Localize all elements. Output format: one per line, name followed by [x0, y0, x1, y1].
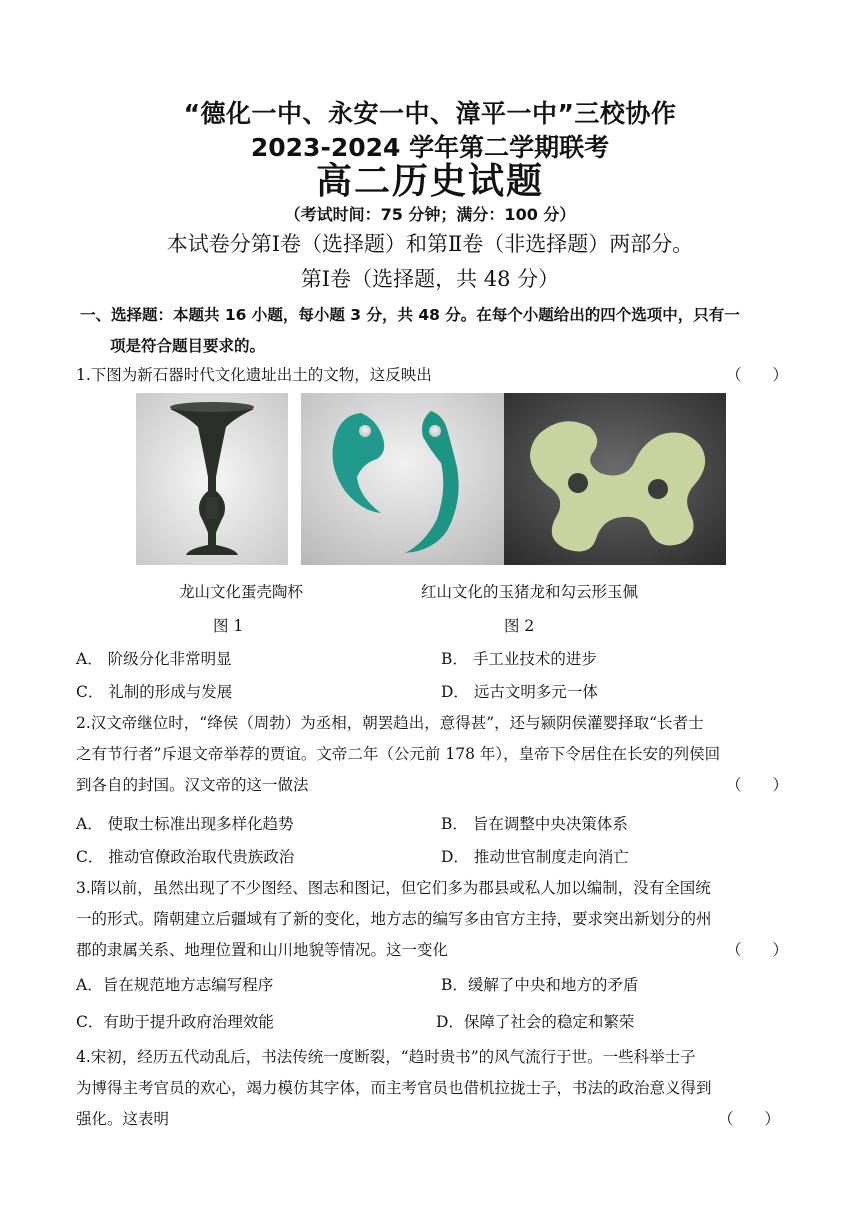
answer-paren: （ ） — [725, 941, 788, 959]
answer-paren: （ ） — [725, 366, 788, 384]
q4-line-1: 4.宋初，经历五代动乱后，书法传统一度断裂，“趋时贵书”的风气流行于世。一些科举士子 — [76, 1048, 696, 1066]
caption-2: 红山文化的玉猪龙和勾云形玉佩 — [421, 583, 639, 601]
q4-line-3: 强化。这表明 — [76, 1110, 170, 1128]
q2-option-b: B． 旨在调整中央决策体系 — [441, 815, 628, 833]
q4-line-3-row — [76, 1104, 780, 1135]
q2-option-c: C． 推动官僚政治取代贵族政治 — [76, 848, 295, 866]
q4-line-2: 为博得主考官员的欢心，竭力模仿其字体，而主考官员也借机拉拢士子，书法的政治意义得到 — [76, 1079, 712, 1097]
q1-option-d: D． 远古文明多元一体 — [441, 683, 598, 701]
q3-line-2: 一的形式。隋朝建立后疆域有了新的变化，地方志的编写多由官方主持，要求突出新划分的州 — [76, 910, 712, 928]
q1-option-b: B． 手工业技术的进步 — [441, 650, 597, 668]
longshan-cup-photo — [136, 393, 288, 565]
term-header: 2023-2024 学年第二学期联考 — [250, 133, 610, 162]
q3-line-1: 3.隋以前，虽然出现了不少图经、图志和图记，但它们多为郡县或私人加以编制，没有全国统 — [76, 879, 711, 897]
q3-option-a: A．旨在规范地方志编写程序 — [76, 976, 274, 994]
jade-pendant-photo — [504, 393, 726, 565]
q2-option-d: D． 推动世官制度走向消亡 — [441, 848, 629, 866]
q1-option-a: A． 阶级分化非常明显 — [76, 650, 232, 668]
question-4 — [76, 1042, 780, 1135]
q2-line-3-row — [76, 770, 788, 801]
section-line-2: 项是符合题目要求的。 — [110, 337, 266, 355]
artifact-photos — [136, 393, 726, 565]
question-3 — [76, 873, 788, 966]
section-instructions — [80, 300, 792, 362]
exam-info: （考试时间：75 分钟；满分：100 分） — [284, 205, 576, 224]
section-line-1: 一、选择题：本题共 16 小题，每小题 3 分，共 48 分。在每个小题给出的四个选项中，只有一 — [80, 306, 740, 324]
exam-title: 高二历史试题 — [315, 160, 544, 202]
jade-pig-dragon-photo — [301, 393, 506, 565]
answer-paren: （ ） — [725, 776, 788, 794]
q2-option-a: A． 使取士标准出现多样化趋势 — [76, 815, 294, 833]
question-1-text: 1.下图为新石器时代文化遗址出土的文物，这反映出 — [76, 366, 432, 384]
q3-option-c: C．有助于提升政府治理效能 — [76, 1013, 274, 1031]
q2-line-2: 之有节行者”斥退文帝举荐的贾谊。文帝二年（公元前 178 年），皇帝下令居住在长安的列侯回 — [76, 745, 721, 763]
figure-1-label: 图 1 — [213, 617, 244, 635]
question-1-images — [136, 393, 726, 565]
q3-line-3-row — [76, 935, 788, 966]
q2-line-3: 到各自的封国。汉文帝的这一做法 — [76, 776, 309, 794]
q2-line-1: 2.汉文帝继位时，“绛侯（周勃）为丞相，朝罢趋出，意得甚”，还与颍阴侯灌婴择取“长者士 — [76, 714, 704, 732]
exam-description: 本试卷分第Ⅰ卷（选择题）和第Ⅱ卷（非选择题）两部分。 — [166, 232, 694, 256]
school-header: “德化一中、永安一中、漳平一中”三校协作 — [183, 99, 677, 128]
figure-2-label: 图 2 — [504, 617, 535, 635]
q3-option-b: B．缓解了中央和地方的矛盾 — [441, 976, 639, 994]
q1-option-c: C． 礼制的形成与发展 — [76, 683, 233, 701]
answer-paren: （ ） — [717, 1110, 780, 1128]
question-2 — [76, 708, 788, 801]
question-1-stem — [76, 363, 788, 385]
q3-line-3: 郡的隶属关系、地理位置和山川地貌等情况。这一变化 — [76, 941, 449, 959]
caption-1: 龙山文化蛋壳陶杯 — [179, 583, 304, 601]
volume-heading: 第Ⅰ卷（选择题，共 48 分） — [300, 267, 560, 291]
q3-option-d: D．保障了社会的稳定和繁荣 — [436, 1013, 635, 1031]
